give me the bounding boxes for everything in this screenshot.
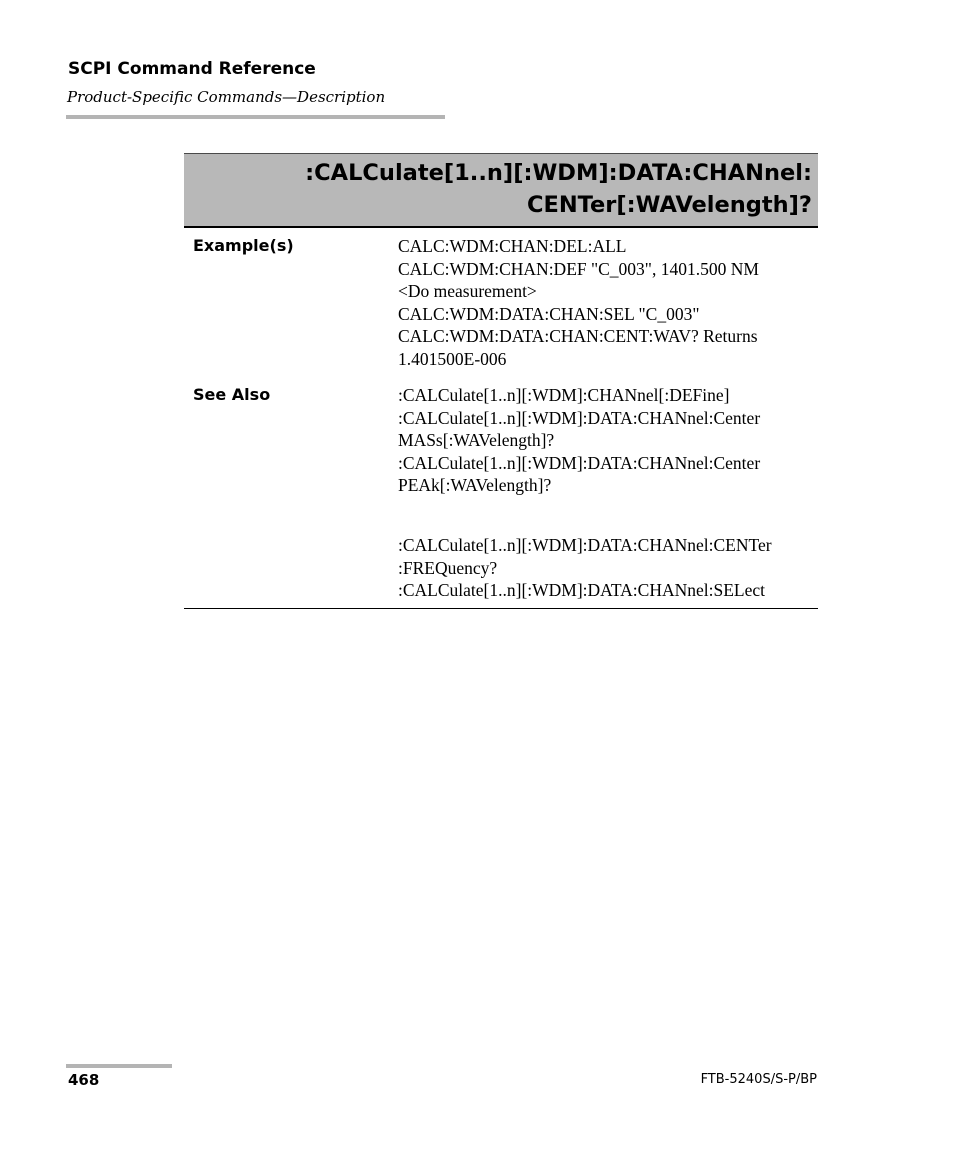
header-divider <box>66 115 445 119</box>
example-line: CALC:WDM:DATA:CHAN:CENT:WAV? Returns <box>398 326 758 347</box>
see-also-content-2 <box>398 534 814 602</box>
examples-label: Example(s) <box>193 236 294 255</box>
example-line: 1.401500E-006 <box>398 348 507 369</box>
command-heading-line-1: :CALCulate[1..n][:WDM]:DATA:CHANnel: <box>305 160 812 186</box>
see-also-line: :CALCulate[1..n][:WDM]:DATA:CHANnel:Center <box>398 452 761 473</box>
see-also-line: MASs[:WAVelength]? <box>398 430 555 451</box>
footer-divider <box>66 1064 172 1068</box>
example-line: CALC:WDM:CHAN:DEL:ALL <box>398 236 627 256</box>
page-number: 468 <box>68 1071 100 1089</box>
examples-content <box>398 235 814 371</box>
command-heading-box <box>184 153 818 228</box>
command-heading-line-2: CENTer[:WAVelength]? <box>526 192 812 218</box>
see-also-line: :CALCulate[1..n][:WDM]:DATA:CHANnel:SELect <box>398 580 766 601</box>
product-name: FTB-5240S/S-P/BP <box>700 1072 817 1087</box>
running-header-subtitle: Product-Specific Commands—Description <box>67 88 386 106</box>
see-also-line: :CALCulate[1..n][:WDM]:DATA:CHANnel:CENTer <box>398 535 772 555</box>
table-bottom-rule <box>184 608 818 609</box>
example-line: CALC:WDM:CHAN:DEF "C_003", 1401.500 NM <box>398 258 759 279</box>
see-also-line: PEAk[:WAVelength]? <box>398 475 552 496</box>
see-also-line: :FREQuency? <box>398 557 498 578</box>
example-line: CALC:WDM:DATA:CHAN:SEL "C_003" <box>398 303 700 324</box>
see-also-content <box>398 384 814 497</box>
see-also-line: :CALCulate[1..n][:WDM]:DATA:CHANnel:Center <box>398 407 761 428</box>
running-header-title: SCPI Command Reference <box>68 59 316 79</box>
see-also-label: See Also <box>193 385 271 404</box>
see-also-line: :CALCulate[1..n][:WDM]:CHANnel[:DEFine] <box>398 385 730 405</box>
example-line: <Do measurement> <box>398 281 537 302</box>
